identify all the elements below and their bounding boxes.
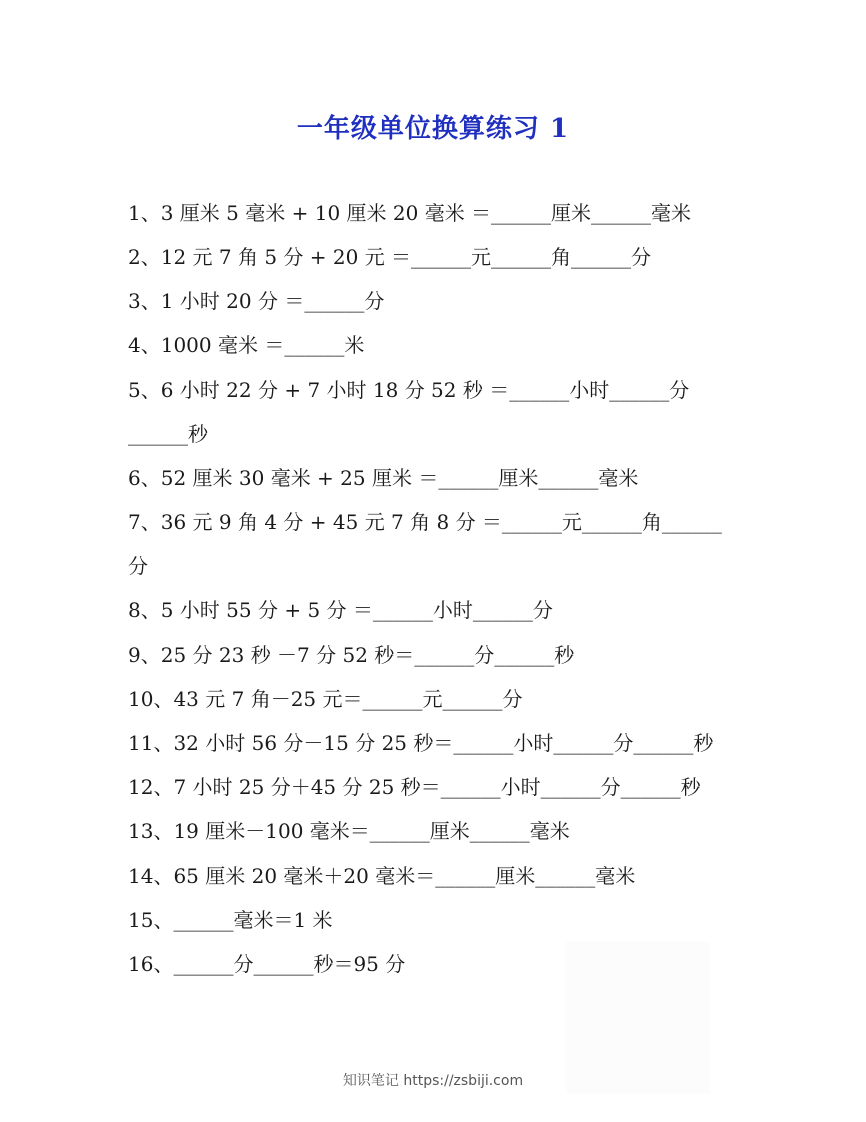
question-15: 15、______毫米＝1 米 bbox=[128, 908, 333, 932]
question-10: 10、43 元 7 角－25 元＝______元______分 bbox=[128, 687, 523, 711]
question-6: 6、52 厘米 30 毫米 + 25 厘米 ＝______厘米______毫米 bbox=[128, 466, 639, 490]
question-2: 2、12 元 7 角 5 分 + 20 元 ＝______元______角______分 bbox=[128, 245, 652, 269]
question-13: 13、19 厘米－100 毫米＝______厘米______毫米 bbox=[128, 819, 570, 843]
question-3: 3、1 小时 20 分 ＝______分 bbox=[128, 289, 385, 313]
question-11: 11、32 小时 56 分－15 分 25 秒＝______小时______分______秒 bbox=[128, 731, 714, 755]
question-12: 12、7 小时 25 分＋45 分 25 秒＝______小时______分______秒 bbox=[128, 775, 701, 799]
question-14: 14、65 厘米 20 毫米＋20 毫米＝______厘米______毫米 bbox=[128, 864, 636, 888]
question-7: 7、36 元 9 角 4 分 + 45 元 7 角 8 分 ＝______元______角______ bbox=[128, 510, 722, 534]
footer-source: 知识笔记 https://zsbiji.com bbox=[342, 1073, 524, 1089]
question-4: 4、1000 毫米 ＝______米 bbox=[128, 333, 365, 357]
question-9: 9、25 分 23 秒 －7 分 52 秒＝______分______秒 bbox=[128, 643, 575, 667]
question-16: 16、______分______秒＝95 分 bbox=[128, 952, 406, 976]
question-8: 8、5 小时 55 分 + 5 分 ＝______小时______分 bbox=[128, 598, 553, 622]
question-7-continued: 分 bbox=[128, 554, 148, 578]
question-5: 5、6 小时 22 分 + 7 小时 18 分 52 秒 ＝______小时______分 bbox=[128, 378, 690, 402]
page-title: 一年级单位换算练习 1 bbox=[296, 114, 570, 144]
question-1: 1、3 厘米 5 毫米 + 10 厘米 20 毫米 ＝______厘米______毫米 bbox=[128, 201, 692, 225]
question-5-continued: ______秒 bbox=[128, 422, 208, 446]
